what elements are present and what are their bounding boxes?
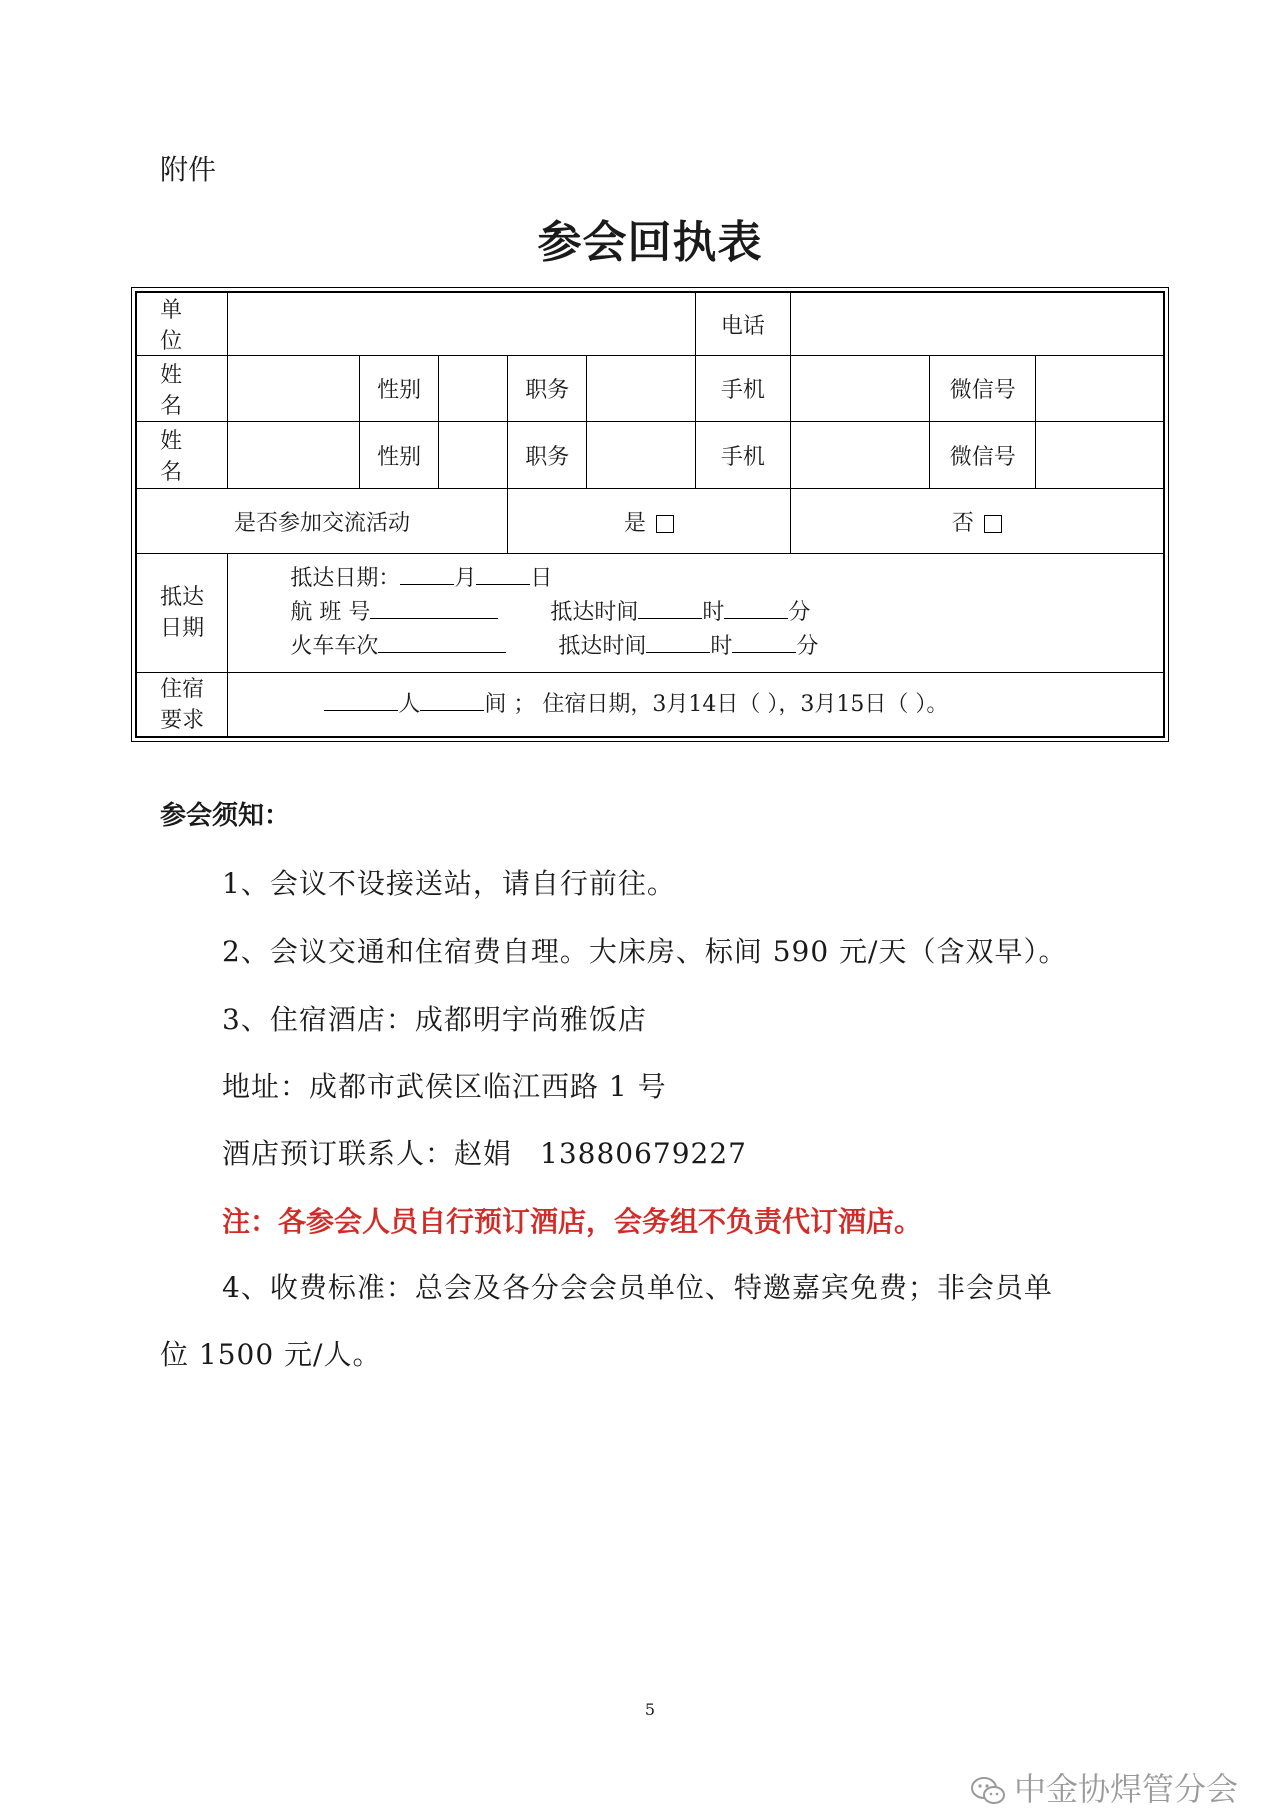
watermark: 中金协焊管分会 <box>970 1764 1238 1810</box>
name-input[interactable] <box>228 356 360 422</box>
gender-input[interactable] <box>438 422 507 489</box>
position-label: 职务 <box>508 422 587 489</box>
wechat-label: 微信号 <box>930 356 1036 422</box>
mobile-input[interactable] <box>790 422 929 489</box>
name-label: 姓 名 <box>136 356 228 422</box>
wechat-label: 微信号 <box>930 422 1036 489</box>
yes-checkbox[interactable] <box>656 515 674 533</box>
no-checkbox[interactable] <box>984 515 1002 533</box>
wechat-input[interactable] <box>1036 356 1164 422</box>
position-input[interactable] <box>587 422 695 489</box>
wechat-icon <box>970 1775 1006 1807</box>
notice-item-1: 1、会议不设接送站，请自行前往。 <box>222 867 676 900</box>
lodging-details[interactable]: 人 间 ； 住宿日期，3月14日（ ），3月15日（ ）。 <box>228 673 1164 737</box>
arrival-details[interactable] <box>228 554 1164 673</box>
flight-line: 航 班 号 抵达时间 时 分 <box>290 596 1163 630</box>
activity-no-option[interactable]: 否 <box>790 489 1164 554</box>
gender-label: 性别 <box>360 356 438 422</box>
hotel-contact: 酒店预订联系人：赵娟 13880679227 <box>222 1137 747 1170</box>
unit-input[interactable] <box>228 292 696 356</box>
position-input[interactable] <box>587 356 695 422</box>
registration-table <box>135 291 1165 738</box>
train-line: 火车车次 抵达时间 时 分 <box>290 630 1163 664</box>
notice-item-4-cont: 位 1500 元/人。 <box>160 1338 382 1371</box>
contact-phone: 13880679227 <box>540 1137 747 1170</box>
unit-label: 单 位 <box>136 292 228 356</box>
notice-item-3: 3、住宿酒店：成都明宇尚雅饭店 <box>222 1003 647 1036</box>
notice-item-2: 2、会议交通和住宿费自理。大床房、标间 590 元/天（含双早）。 <box>222 935 1068 968</box>
phone-input[interactable] <box>790 292 1164 356</box>
name-input[interactable] <box>228 422 360 489</box>
phone-label: 电话 <box>695 292 790 356</box>
registration-form <box>131 287 1169 742</box>
notice-item-4: 4、收费标准：总会及各分会会员单位、特邀嘉宾免费；非会员单 <box>222 1271 1053 1304</box>
page-title: 参会回执表 <box>537 217 763 268</box>
arrival-label: 抵达 日期 <box>136 554 228 673</box>
gender-label: 性别 <box>360 422 438 489</box>
hotel-address: 地址：成都市武侯区临江西路 1 号 <box>222 1070 667 1103</box>
mobile-label: 手机 <box>695 422 790 489</box>
mobile-label: 手机 <box>695 356 790 422</box>
activity-question: 是否参加交流活动 <box>136 489 508 554</box>
notice-title: 参会须知： <box>160 801 291 831</box>
attachment-label: 附件 <box>160 153 217 186</box>
arrival-date-line: 抵达日期： 月 日 <box>290 562 1163 596</box>
wechat-input[interactable] <box>1036 422 1164 489</box>
page-number: 5 <box>644 1700 656 1719</box>
gender-input[interactable] <box>438 356 507 422</box>
name-label: 姓 名 <box>136 422 228 489</box>
lodging-label: 住宿 要求 <box>136 673 228 737</box>
mobile-input[interactable] <box>790 356 929 422</box>
position-label: 职务 <box>508 356 587 422</box>
activity-yes-option[interactable]: 是 <box>508 489 791 554</box>
booking-note: 注：各参会人员自行预订酒店，会务组不负责代订酒店。 <box>222 1205 923 1238</box>
